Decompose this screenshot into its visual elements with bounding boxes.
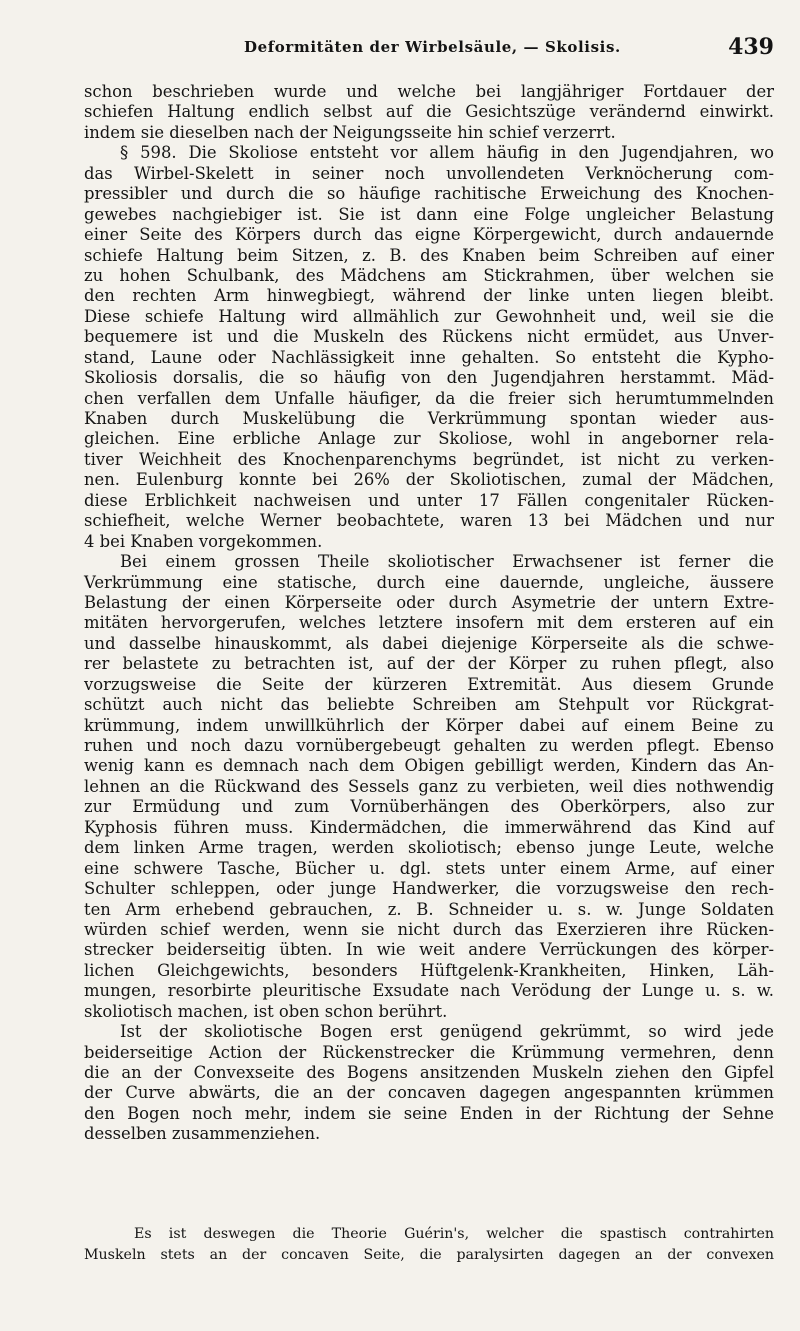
text-line: Schulter schleppen, oder junge Handwerker, die vorzugsweise den rech-	[84, 879, 774, 899]
text-line: dem linken Arme tragen, werden skoliotisch; ebenso junge Leute, welche	[84, 838, 774, 858]
text-line: pressibler und durch die so häufige rachitische Erweichung des Knochen-	[84, 184, 774, 204]
text-line: gleichen. Eine erbliche Anlage zur Skoliose, wohl in angeborner rela-	[84, 429, 774, 449]
text-line: schon beschrieben wurde und welche bei langjähriger Fortdauer der	[84, 82, 774, 101]
text-line: stand, Laune oder Nachlässigkeit inne gehalten. So entsteht die Kypho-	[84, 347, 774, 367]
text-line: gewebes nachgiebiger ist. Sie ist dann eine Folge ungleicher Belastung	[84, 204, 774, 224]
text-line: den rechten Arm hinwegbiegt, während der linke unten liegen bleibt.	[84, 286, 774, 306]
small-text-line: Muskeln stets an der concaven Seite, die paralysirten dagegen an der convexen	[84, 1246, 774, 1263]
text-line: zur Ermüdung und zum Vornüberhängen des Oberkörpers, also zur	[84, 797, 774, 817]
text-line: den Bogen noch mehr, indem sie seine Enden in der Richtung der Sehne	[84, 1103, 774, 1123]
text-line: beiderseitige Action der Rückenstrecker die Krümmung vermehren, denn	[84, 1042, 774, 1062]
text-line: Skoliosis dorsalis, die so häufig von den Jugendjahren herstammt. Mäd-	[84, 368, 774, 388]
text-line: Knaben durch Muskelübung die Verkrümmung spontan wieder aus-	[84, 409, 774, 428]
text-line: eine schwere Tasche, Bücher u. dgl. stets unter einem Arme, auf einer	[84, 858, 774, 878]
text-line: schiefheit, welche Werner beobachtete, waren 13 bei Mädchen und nur	[84, 511, 774, 531]
text-line: und dasselbe hinauskommt, als dabei diejenige Körperseite als die schwe-	[84, 633, 774, 653]
text-line: § 598. Die Skoliose entsteht vor allem häufig in den Jugendjahren, wo	[120, 143, 774, 163]
text-line: tiver Weichheit des Knochenparenchyms begründet, ist nicht zu verken-	[84, 449, 774, 469]
text-line: strecker beiderseitig übten. In wie weit andere Verrückungen des körper-	[84, 940, 774, 960]
text-line: Belastung der einen Körperseite oder durch Asymetrie der untern Extre-	[84, 592, 774, 612]
text-line: Kyphosis führen muss. Kindermädchen, die immerwährend das Kind auf	[84, 817, 774, 837]
small-print-paragraph	[84, 1224, 774, 1265]
page-header	[84, 34, 774, 64]
text-line: diese Erblichkeit nachweisen und unter 17 Fällen congenitaler Rücken-	[84, 490, 774, 510]
body-text	[84, 82, 774, 1145]
text-line: mitäten hervorgerufen, welches letztere insofern mit dem ersteren auf ein	[84, 613, 774, 633]
text-line: mungen, resorbirte pleuritische Exsudate nach Verödung der Lunge u. s. w.	[84, 981, 774, 1001]
text-line: würden schief werden, wenn sie nicht durch das Exerzieren ihre Rücken-	[84, 919, 774, 939]
text-line: bequemere ist und die Muskeln des Rückens nicht ermüdet, aus Unver-	[84, 327, 774, 347]
text-line: zu hohen Schulbank, des Mädchens am Stickrahmen, über welchen sie	[84, 265, 774, 285]
text-line: 4 bei Knaben vorgekommen.	[84, 531, 323, 551]
text-line: schiefen Haltung endlich selbst auf die Gesichtszüge verändernd einwirkt.	[84, 102, 774, 122]
text-line: der Curve abwärts, die an der concaven dagegen angespannten krümmen	[84, 1083, 774, 1103]
text-line: nen. Eulenburg konnte bei 26% der Skoliotischen, zumal der Mädchen,	[84, 470, 774, 490]
text-line: krümmung, indem unwillkührlich der Körper dabei auf einem Beine zu	[84, 715, 774, 735]
text-line: rer belastete zu betrachten ist, auf der der Körper zu ruhen pflegt, also	[84, 654, 774, 674]
text-line: ruhen und noch dazu vornübergebeugt gehalten zu werden pflegt. Ebenso	[84, 736, 774, 755]
text-line: skoliotisch machen, ist oben schon berührt.	[84, 1001, 448, 1021]
text-line: lichen Gleichgewichts, besonders Hüftgelenk-Krankheiten, Hinken, Läh-	[84, 960, 774, 980]
text-line: schützt auch nicht das beliebte Schreiben am Stehpult vor Rückgrat-	[84, 695, 774, 715]
text-line: einer Seite des Körpers durch das eigne Körpergewicht, durch andauernde	[84, 225, 774, 245]
small-text-line: Es ist deswegen die Theorie Guérin's, welcher die spastisch contrahirten	[134, 1226, 774, 1242]
text-line: vorzugsweise die Seite der kürzeren Extremität. Aus diesem Grunde	[84, 674, 774, 694]
text-line: Diese schiefe Haltung wird allmählich zur Gewohnheit und, weil sie die	[84, 306, 774, 326]
text-line: das Wirbel-Skelett in seiner noch unvollendeten Verknöcherung com-	[84, 163, 774, 183]
text-line: indem sie dieselben nach der Neigungsseite hin schief verzerrt.	[84, 122, 616, 142]
text-line: Ist der skoliotische Bogen erst genügend gekrümmt, so wird jede	[120, 1022, 774, 1042]
text-line: chen verfallen dem Unfalle häufiger, da die freier sich herumtummelnden	[84, 388, 774, 408]
text-line: desselben zusammenziehen.	[84, 1124, 321, 1144]
text-line: wenig kann es demnach nach dem Obigen gebilligt werden, Kindern das An-	[84, 756, 774, 776]
text-line: schiefe Haltung beim Sitzen, z. B. des Knaben beim Schreiben auf einer	[84, 245, 774, 265]
text-line: die an der Convexseite des Bogens ansitzenden Muskeln ziehen den Gipfel	[84, 1063, 774, 1082]
page-number: 439	[728, 34, 774, 60]
text-line: lehnen an die Rückwand des Sessels ganz zu verbieten, weil dies nothwendig	[84, 776, 774, 796]
text-line: Verkrümmung eine statische, durch eine dauernde, ungleiche, äussere	[84, 572, 774, 592]
text-line: ten Arm erhebend gebrauchen, z. B. Schneider u. s. w. Junge Soldaten	[84, 899, 774, 919]
text-line: Bei einem grossen Theile skoliotischer Erwachsener ist ferner die	[120, 552, 774, 572]
running-head: Deformitäten der Wirbelsäule, — Skolisis.	[244, 38, 621, 56]
